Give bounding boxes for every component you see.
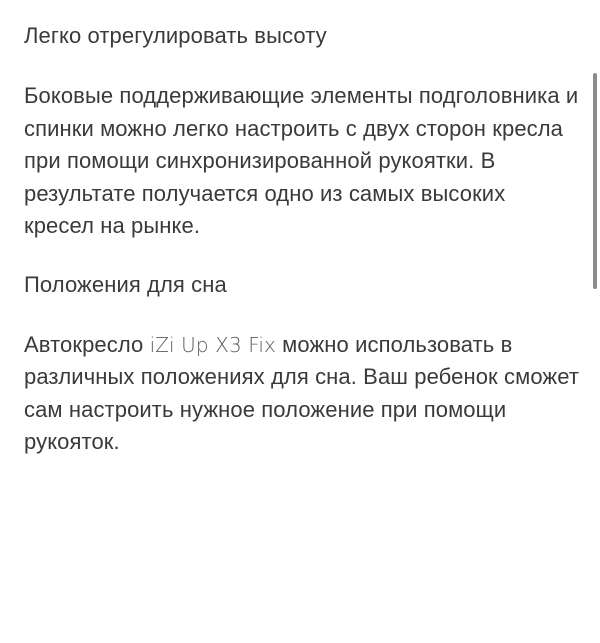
section-heading-height-adjust: Легко отрегулировать высоту	[24, 23, 327, 48]
scrollbar[interactable]	[593, 73, 597, 289]
section-heading-sleep-positions: Положения для сна	[24, 271, 227, 297]
section-text-height-adjust: Боковые поддерживающие элементы подголовника и спинки можно легко настроить с двух сторон кресла при помощи синхронизированной рукоятки. В результате получается одно из самых высоких кресел на рынке.	[24, 83, 579, 238]
text-after-product: можно использовать в различных положениях для сна. Ваш ребенок сможет сам настроить нужное положение при помощи рукояток.	[24, 331, 580, 454]
text-before-product: Автокресло	[24, 331, 150, 357]
product-name: iZi Up X3 Fix	[149, 332, 276, 357]
content-area	[24, 16, 580, 459]
section-text-sleep-positions	[24, 329, 580, 459]
